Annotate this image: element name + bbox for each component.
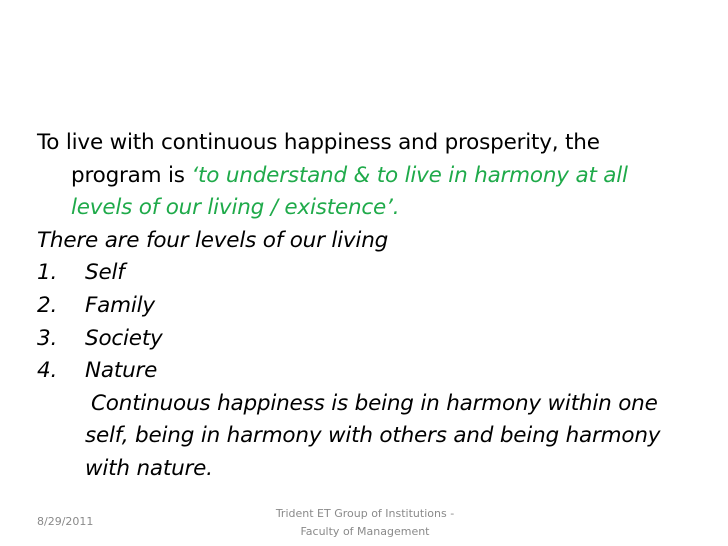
levels-heading: There are four levels of our living (37, 227, 389, 253)
level-number: 4. (37, 358, 58, 384)
intro-highlight-text: ‘to understand & to live in harmony at all (191, 162, 628, 188)
level-label: Society (85, 325, 163, 351)
level-number: 2. (37, 292, 58, 318)
level-label: Self (85, 260, 125, 286)
conclusion-line-2: self, being in harmony with others and being harmony (85, 423, 661, 449)
level-number: 1. (37, 260, 58, 286)
level-item (37, 257, 697, 290)
footer-organization (262, 505, 468, 541)
footer-org-line-2: Faculty of Management (300, 525, 430, 538)
level-label: Nature (85, 358, 158, 384)
footer-date: 8/29/2011 (37, 515, 94, 528)
intro-line-2 (37, 160, 697, 193)
conclusion-line-3: with nature. (85, 455, 213, 481)
level-item (37, 323, 697, 356)
level-item (37, 290, 697, 323)
level-item (37, 355, 697, 388)
intro-plain-text: program is (71, 162, 192, 188)
slide-body (37, 127, 697, 486)
intro-line-1: To live with continuous happiness and prosperity, the (37, 130, 600, 155)
intro-line-3: levels of our living / existence’. (71, 195, 400, 221)
level-label: Family (85, 292, 155, 318)
conclusion-line-1: Continuous happiness is being in harmony within one (91, 390, 658, 416)
footer-org-line-1: Trident ET Group of Institutions - (275, 507, 455, 520)
level-number: 3. (37, 325, 58, 351)
